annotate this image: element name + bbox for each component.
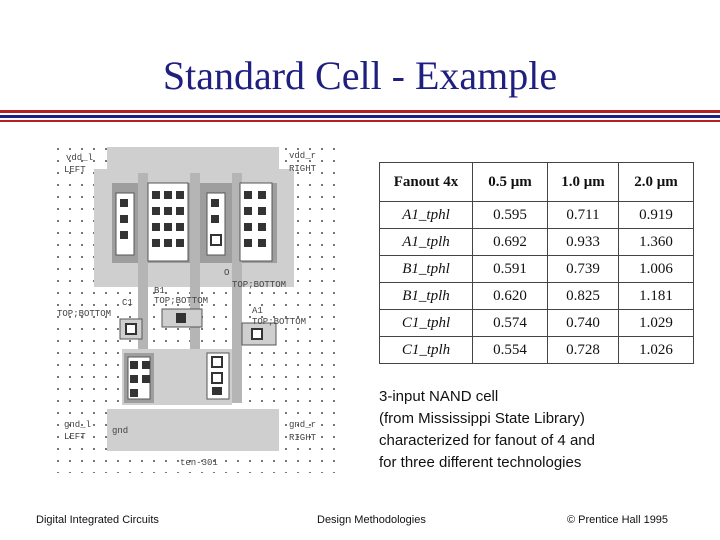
- label-gnd-l: gnd_l: [64, 420, 92, 430]
- cell-layout-figure: [52, 143, 337, 473]
- table-header-cell: 2.0 μm: [619, 163, 694, 202]
- figure-caption: [379, 386, 699, 474]
- table-row: [380, 337, 694, 364]
- table-cell: 0.591: [473, 256, 548, 283]
- table-cell: 0.711: [548, 202, 619, 229]
- table-row: [380, 283, 694, 310]
- label-left-bottom: LEFT: [64, 432, 86, 442]
- table-cell: B1_tphl: [380, 256, 473, 283]
- table-cell: 1.360: [619, 229, 694, 256]
- footer-left: Digital Integrated Circuits: [36, 514, 159, 526]
- table-row: [380, 310, 694, 337]
- label-out-top: TOP;BOTTOM: [232, 280, 287, 290]
- label-b1-top: TOP;BOTTOM: [154, 296, 209, 306]
- table-cell: 0.728: [548, 337, 619, 364]
- label-small-gnd: gnd: [112, 426, 129, 436]
- table-cell: B1_tplh: [380, 283, 473, 310]
- pin-c1-contact: [126, 324, 136, 334]
- table-header-cell: Fanout 4x: [380, 163, 473, 202]
- title-rule-blue: [0, 115, 720, 118]
- vdd-rail: [107, 147, 279, 169]
- table-row: [380, 202, 694, 229]
- table-cell: 0.739: [548, 256, 619, 283]
- label-right-bottom: RIGHT: [289, 433, 317, 443]
- label-a1-top: TOP;BOTTOM: [252, 317, 307, 327]
- cell-layout-svg: [52, 143, 337, 473]
- slide-title: Standard Cell - Example: [162, 53, 558, 98]
- title-rule-red-top: [0, 110, 720, 113]
- table-cell: 0.554: [473, 337, 548, 364]
- footer-center: Design Methodologies: [317, 514, 426, 526]
- table-cell: 0.692: [473, 229, 548, 256]
- gnd-rail: [107, 409, 279, 451]
- nmos-contact-hollow-2: [212, 373, 222, 383]
- pin-a1-contact: [252, 329, 262, 339]
- caption-line: 3-input NAND cell: [379, 388, 499, 405]
- caption-line: (from Mississippi State Library): [379, 410, 585, 427]
- table-cell: C1_tplh: [380, 337, 473, 364]
- label-right-top: RIGHT: [289, 164, 317, 174]
- table-cell: 0.595: [473, 202, 548, 229]
- table-cell: 0.620: [473, 283, 548, 310]
- table-row: [380, 256, 694, 283]
- table-cell: 1.006: [619, 256, 694, 283]
- pin-b1-contact: [176, 313, 186, 323]
- table-cell: A1_tphl: [380, 202, 473, 229]
- table-row: [380, 229, 694, 256]
- table-header-row: [380, 163, 694, 202]
- label-vdd-r: vdd_r: [289, 151, 317, 161]
- table-cell: 1.029: [619, 310, 694, 337]
- table-cell: 0.825: [548, 283, 619, 310]
- caption-line: characterized for fanout of 4 and: [379, 432, 595, 449]
- label-b1: B1: [154, 286, 165, 296]
- nmos-contact-solid: [212, 387, 222, 395]
- delay-table: [379, 162, 694, 364]
- table-cell: A1_tplh: [380, 229, 473, 256]
- caption-line: for three different technologies: [379, 454, 582, 471]
- table-cell: C1_tphl: [380, 310, 473, 337]
- label-c1: C1: [122, 298, 133, 308]
- label-a1: A1: [252, 306, 263, 316]
- table-header-cell: 0.5 μm: [473, 163, 548, 202]
- label-vdd-l: vdd_l: [66, 153, 94, 163]
- contact-hollow-1: [211, 235, 221, 245]
- footer-right: © Prentice Hall 1995: [567, 514, 669, 526]
- label-left-top: LEFT: [64, 165, 86, 175]
- title-rule-red-bottom: [0, 120, 720, 122]
- label-gnd-r: gnd_r: [289, 420, 317, 430]
- table-cell: 0.740: [548, 310, 619, 337]
- table-cell: 0.919: [619, 202, 694, 229]
- table-cell: 0.933: [548, 229, 619, 256]
- table-cell: 1.181: [619, 283, 694, 310]
- nmos-contact-hollow-1: [212, 357, 222, 367]
- table-header-cell: 1.0 μm: [548, 163, 619, 202]
- label-footer: ten-301: [180, 458, 218, 468]
- label-c1-top: TOP;BOTTOM: [57, 309, 112, 319]
- table-cell: 1.026: [619, 337, 694, 364]
- table-cell: 0.574: [473, 310, 548, 337]
- label-out: O: [224, 268, 230, 278]
